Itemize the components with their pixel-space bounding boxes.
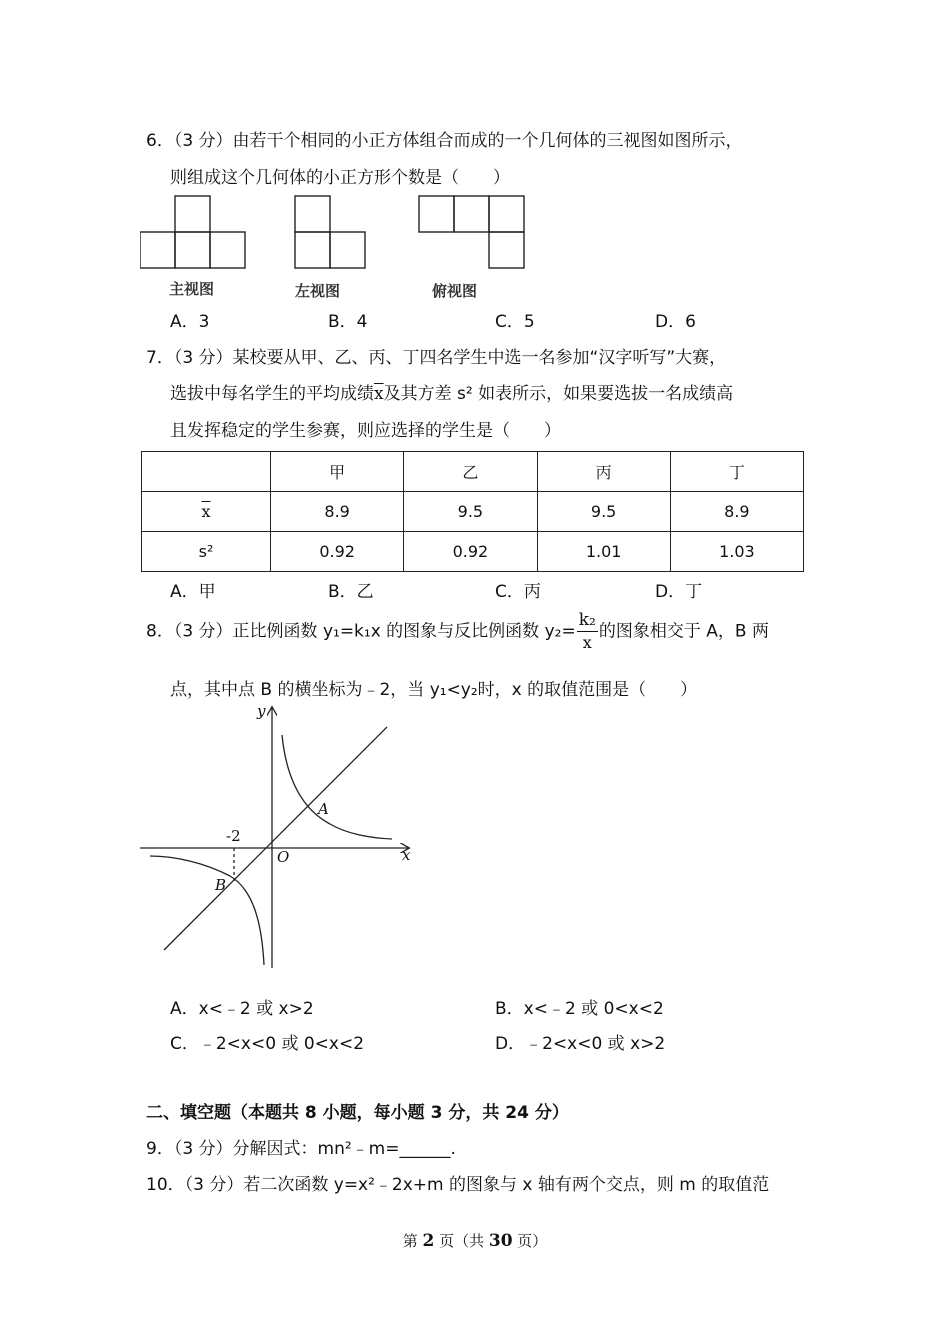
origin-label: O	[277, 848, 290, 866]
q8-line2: 点，其中点 B 的横坐标为﹣2，当 y₁<y₂时，x 的取值范围是（ ）	[170, 680, 698, 700]
three-views-figure	[140, 195, 540, 275]
q7-line2	[170, 379, 733, 404]
table-header-cell: 丁	[670, 452, 803, 492]
q7-option-b: B．乙	[328, 582, 374, 602]
point-b-label: B	[215, 876, 227, 894]
three-views-drawing	[140, 195, 540, 275]
q6-line2: 则组成这个几何体的小正方形个数是（ ）	[170, 168, 510, 188]
q8-option-b: B．x<﹣2 或 0<x<2	[495, 999, 664, 1019]
q8-line1-part2: 的图象相交于 A，B 两	[598, 621, 769, 642]
page-number: 2	[422, 1231, 435, 1251]
table-row	[142, 532, 804, 572]
top-view-label: 俯视图	[432, 282, 478, 300]
table-cell: 9.5	[537, 492, 670, 532]
top-view-square	[419, 196, 454, 232]
q6-option-b: B．4	[328, 312, 368, 332]
q7-option-d: D．丁	[655, 582, 703, 602]
q8-option-a: A．x<﹣2 或 x>2	[170, 999, 314, 1019]
hyperbola-branch-upper	[282, 735, 392, 839]
table-cell: 8.9	[271, 492, 404, 532]
table-cell: 1.01	[537, 532, 670, 572]
q7-line1: 7．（3 分）某校要从甲、乙、丙、丁四名学生中选一名参加“汉字听写”大赛，	[146, 348, 727, 368]
footer-middle: 页（共	[434, 1232, 489, 1250]
table-cell: 0.92	[404, 532, 537, 572]
table-cell: 8.9	[670, 492, 803, 532]
mean-symbol: $\overline{x}$	[374, 384, 384, 404]
q8-line1	[146, 612, 769, 651]
point-a-label: A	[318, 800, 329, 818]
y-axis-label: y	[257, 702, 266, 720]
function-graph	[140, 700, 420, 980]
left-view-square	[295, 232, 330, 268]
q9-text: 9．（3 分）分解因式：mn²﹣m=______.	[146, 1139, 456, 1159]
linear-function-line	[164, 727, 387, 950]
section-title: 二、填空题（本题共 8 小题，每小题 3 分，共 24 分）	[146, 1103, 569, 1123]
table-header-row	[142, 452, 804, 492]
left-view-square	[295, 196, 330, 232]
fraction-numerator: k₂	[578, 610, 596, 630]
fraction-k2-over-x	[577, 612, 598, 651]
table-header-cell: 丙	[537, 452, 670, 492]
top-view-square	[454, 196, 489, 232]
table-cell: s²	[142, 532, 271, 572]
neg-two-tick-label: -2	[226, 827, 241, 845]
x-axis-label: x	[402, 846, 411, 864]
table-header-cell: 乙	[404, 452, 537, 492]
table-cell: 1.03	[670, 532, 803, 572]
front-view-square	[175, 232, 210, 268]
left-view-square	[330, 232, 365, 268]
q6-option-a: A．3	[170, 312, 210, 332]
q6-line1: 6．（3 分）由若干个相同的小正方体组合而成的一个几何体的三视图如图所示，	[146, 131, 743, 151]
table-header-cell: 甲	[271, 452, 404, 492]
hyperbola-branch-lower	[150, 856, 264, 965]
table-cell: 0.92	[271, 532, 404, 572]
table-row	[142, 492, 804, 532]
front-view-square	[210, 232, 245, 268]
q6-option-c: C．5	[495, 312, 535, 332]
front-view-label: 主视图	[169, 280, 215, 298]
q10-text: 10．（3 分）若二次函数 y=x²﹣2x+m 的图象与 x 轴有两个交点，则 m 的取值范	[146, 1175, 770, 1195]
q8-line1-part1: 8．（3 分）正比例函数 y₁=k₁x 的图象与反比例函数 y₂=	[146, 621, 576, 642]
footer-prefix: 第	[402, 1232, 423, 1250]
front-view-square	[175, 196, 210, 232]
top-view-square	[489, 232, 524, 268]
top-view-square	[489, 196, 524, 232]
front-view-square	[140, 232, 175, 268]
footer-suffix: 页）	[512, 1232, 548, 1250]
q8-option-d: D．﹣2<x<0 或 x>2	[495, 1034, 666, 1054]
q7-line2-part1: 选拔中每名学生的平均成绩	[170, 384, 374, 404]
table-header-cell	[142, 452, 271, 492]
q7-option-a: A．甲	[170, 582, 216, 602]
page-footer	[0, 1230, 950, 1251]
q7-line2-part2: 及其方差 s² 如表所示，如果要选拔一名成绩高	[383, 384, 734, 404]
fraction-denominator: x	[582, 633, 592, 652]
scores-table	[141, 451, 804, 572]
left-view-label: 左视图	[295, 282, 341, 300]
table-cell: 9.5	[404, 492, 537, 532]
table-cell: $\overline{x}$	[142, 492, 271, 532]
q6-option-d: D．6	[655, 312, 696, 332]
q7-line3: 且发挥稳定的学生参赛，则应选择的学生是（ ）	[170, 421, 561, 441]
q8-option-c: C．﹣2<x<0 或 0<x<2	[170, 1034, 365, 1054]
total-pages: 30	[488, 1231, 513, 1251]
q7-option-c: C．丙	[495, 582, 541, 602]
function-graph-drawing	[140, 700, 420, 975]
